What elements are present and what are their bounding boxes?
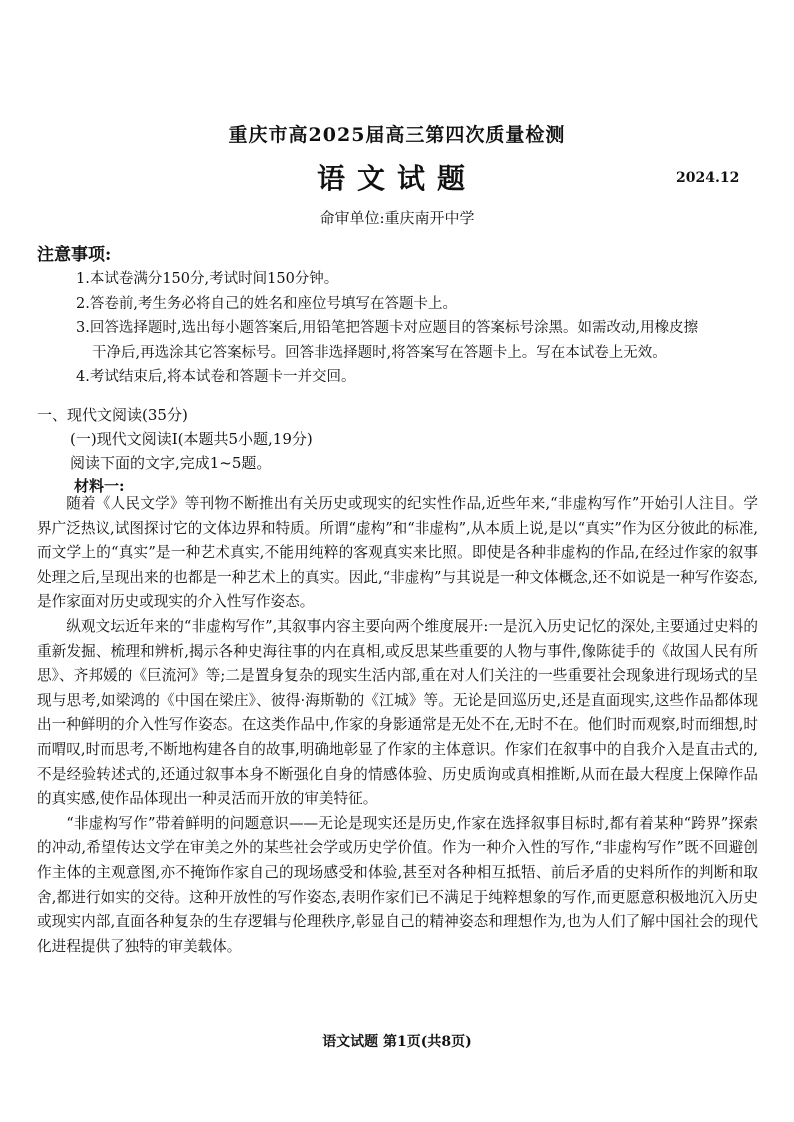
notice-item: 1.本试卷满分150分,考试时间150分钟。: [76, 271, 339, 287]
passage-paragraph: 纵观文坛近年来的“非虚构写作”,其叙事内容主要向两个维度展开:一是沉入历史记忆的深处,主要通过史料的重新发掘、梳理和辨析,揭示各种史海往事的内在真相,或反思某些重要的人物与事件,像陈徒手的《故国人民有所思》、齐邦媛的《巨流河》等;二是置身复杂的现实生活内部,重在对人们关注的一些重要社会现象进行现场式的呈现与思考,如梁鸿的《中国在梁庄》、彼得·海斯勒的《江城》等。无论是回巡历史,还是直面现实,这些作品都体现出一种鲜明的介入性写作姿态。在这类作品中,作家的身影通常是无处不在,无时不在。他们时而观察,时而细想,时而喟叹,时而思考,不断地构建各自的故事,明确地彰显了作家的主体意识。作家们在叙事中的自我介入是直击式的,不是经验转述式的,还通过叙事本身不断强化自身的情感体验、历史质询或真相推断,从而在最大程度上保障作品的真实感,使作品体现出一种灵活而开放的审美特征。: [37, 617, 758, 808]
notice-heading: 注意事项:: [37, 245, 112, 265]
subject-title: 语文试题: [316, 162, 477, 195]
setter-unit: 命审单位:重庆南开中学: [319, 209, 475, 227]
passage-paragraph: 随着《人民文学》等刊物不断推出有关历史或现实的纪实性作品,近些年来,“非虚构写作”开始引人注目。学界广泛热议,试图探讨它的文体边界和特质。所谓“虚构”和“非虚构”,从本质上说,是以“真实”作为区分彼此的标准,而文学上的“真实”是一种艺术真实,不能用纯粹的客观真实来比照。即使是各种非虚构的作品,在经过作家的叙事处理之后,呈现出来的也都是一种艺术上的真实。因此,“非虚构”与其说是一种文体概念,还不如说是一种写作姿态,是作家面对历史或现实的介入性写作姿态。: [37, 495, 758, 611]
notice-list: [76, 267, 766, 390]
section-title: 一、现代文阅读(35分): [37, 406, 188, 424]
exam-date: 2024.12: [676, 170, 740, 186]
passage: [37, 492, 758, 959]
subsection-title: (一)现代文阅读Ⅰ(本题共5小题,19分): [70, 430, 313, 448]
exam-title: 重庆市高2025届高三第四次质量检测: [228, 124, 566, 146]
notice-item: 2.答卷前,考生务必将自己的姓名和座位号填写在答题卡上。: [76, 295, 457, 312]
notice-item: 4.考试结束后,将本试卷和答题卡一并交回。: [76, 369, 356, 385]
reading-instruction: 阅读下面的文字,完成1~5题。: [70, 454, 272, 472]
passage-paragraph: “非虚构写作”带着鲜明的问题意识——无论是现实还是历史,作家在选择叙事目标时,都有着某种“跨界”探索的冲动,希望传达文学在审美之外的某些社会学或历史学价值。作为一种介入性的写作,“非虚构写作”既不回避创作主体的主观意图,亦不掩饰作家自己的现场感受和体验,甚至对各种相互抵牾、前后矛盾的史料所作的判断和取舍,都进行如实的交待。这种开放性的写作姿态,表明作家们已不满足于纯粹想象的写作,而更愿意积极地沉入历史或现实内部,直面各种复杂的生存逻辑与伦理秩序,彰显自己的精神姿态和理想作为,也为人们了解中国社会的现代化进程提供了独特的审美载体。: [37, 814, 758, 955]
page-footer: 语文试题 第1页(共8页): [322, 1034, 472, 1050]
material-label: 材料一:: [74, 477, 125, 495]
notice-item: 3.回答选择题时,选出每小题答案后,用铅笔把答题卡对应题目的答案标号涂黑。如需改动,用橡皮擦 干净后,再选涂其它答案标号。回答非选择题时,将答案写在答题卡上。写在本试卷上无效。: [76, 320, 699, 361]
